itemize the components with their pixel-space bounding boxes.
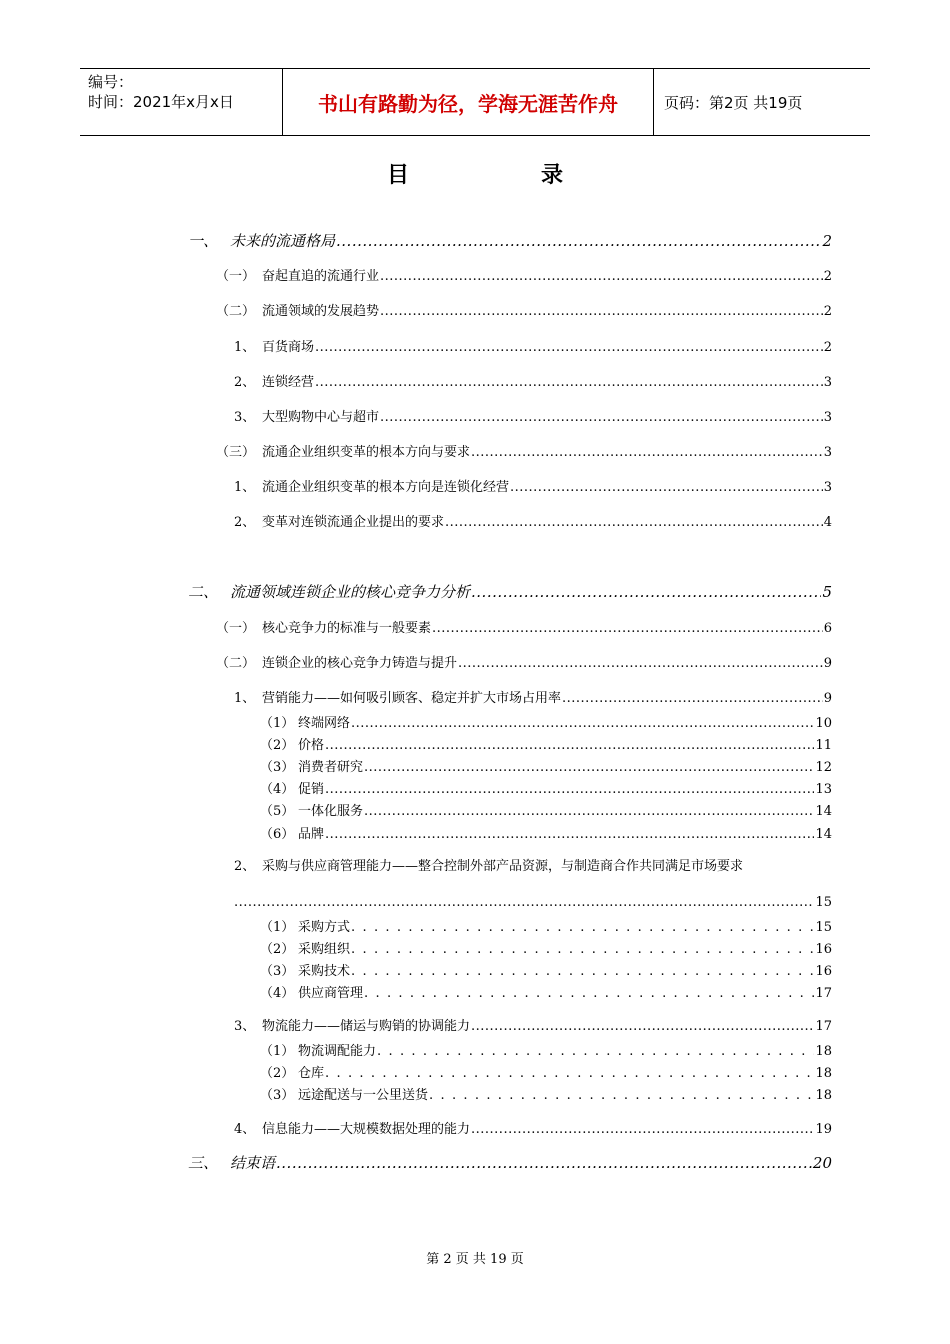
toc-entry-subitem[interactable] — [260, 737, 832, 755]
toc-entry-page: 2 — [823, 304, 832, 319]
toc-entry-page: 16 — [815, 964, 832, 979]
toc-entry-subsection[interactable] — [216, 303, 832, 321]
toc-entry-text: 百货商场 — [262, 340, 315, 355]
toc-entry-number: （2） — [260, 1066, 295, 1081]
toc-entry-number: （3） — [260, 1088, 295, 1103]
toc-entry-page: 20 — [812, 1154, 832, 1172]
toc-entry-text: 流通领域的发展趋势 — [262, 304, 380, 319]
toc-leader-dots — [325, 781, 814, 799]
toc-leader-dots — [380, 303, 823, 321]
toc-entry-subsection[interactable] — [216, 444, 832, 462]
toc-entry-item[interactable] — [234, 409, 832, 427]
toc-entry-number: （4） — [260, 986, 295, 1001]
toc-entry-text: 流通领域连锁企业的核心竞争力分析 — [230, 583, 471, 601]
toc-entry-text: 物流能力——储运与购销的协调能力 — [262, 1019, 471, 1034]
toc-entry-number: （1） — [260, 920, 295, 935]
toc-entry-number: 2、 — [234, 375, 256, 390]
toc-entry-subitem[interactable] — [260, 826, 832, 844]
toc-entry-text: 采购与供应商管理能力——整合控制外部产品资源，与制造商合作共同满足市场要求 — [262, 859, 744, 874]
toc-entry-subitem[interactable] — [260, 781, 832, 799]
toc-leader-dots — [336, 232, 821, 250]
toc-entry-subitem[interactable] — [260, 759, 832, 777]
toc-entry-page: 3 — [823, 480, 832, 495]
toc-entry-subitem[interactable] — [260, 1087, 832, 1105]
toc-entry-subsection[interactable] — [216, 620, 832, 638]
toc-entry-number: （2） — [260, 942, 295, 957]
toc-entry-text: 一体化服务 — [298, 804, 364, 819]
toc-entry-number: （5） — [260, 804, 295, 819]
toc-entry-item[interactable] — [234, 374, 832, 392]
toc-entry-page: 14 — [815, 827, 832, 842]
toc-entry-subsection[interactable] — [216, 268, 832, 286]
toc-entry-number: 1、 — [234, 340, 256, 355]
toc-entry-text: 营销能力——如何吸引顾客、稳定并扩大市场占用率 — [262, 691, 562, 706]
toc-leader-dots — [351, 941, 814, 959]
toc-leader-dots — [471, 583, 821, 601]
toc-entry-page: 17 — [815, 1019, 832, 1034]
toc-leader-dots — [325, 1065, 814, 1083]
toc-title-char-1: 目 — [386, 163, 409, 188]
toc-entry-number: 三、 — [188, 1154, 219, 1172]
header-meta — [80, 69, 283, 135]
toc-entry-text: 终端网络 — [298, 716, 351, 731]
toc-entry-number: （二） — [216, 656, 256, 671]
toc-leader-dots — [364, 759, 814, 777]
toc-entry-subitem[interactable] — [260, 963, 832, 981]
toc-leader-dots — [458, 655, 823, 673]
toc-entry-subitem[interactable] — [260, 941, 832, 959]
toc-entry-subitem[interactable] — [260, 919, 832, 937]
toc-leader-dots — [276, 1154, 812, 1172]
toc-leader-dots — [445, 514, 823, 532]
document-time-label: 时间：2021年x月x日 — [88, 93, 234, 111]
toc-entry-number: （1） — [260, 1044, 295, 1059]
toc-entry-page: 18 — [815, 1044, 832, 1059]
toc-entry-page: 19 — [815, 1122, 832, 1137]
toc-entry-text: 连锁企业的核心竞争力铸造与提升 — [262, 656, 458, 671]
toc-entry-text: 流通企业组织变革的根本方向是连锁化经营 — [262, 480, 510, 495]
toc-leader-dots — [429, 1087, 814, 1105]
toc-leader-dots — [315, 374, 823, 392]
toc-entry-page: 10 — [815, 716, 832, 731]
toc-entry-subitem[interactable] — [260, 715, 832, 733]
toc-entry-number: （2） — [260, 738, 295, 753]
toc-entry-page: 2 — [823, 269, 832, 284]
toc-entry-section-1[interactable] — [188, 232, 832, 250]
toc-entry-text: 大型购物中心与超市 — [262, 410, 380, 425]
toc-entry-number: 3、 — [234, 410, 256, 425]
page-footer: 第 2 页 共 19 页 — [426, 1252, 524, 1267]
toc-entry-page: 17 — [815, 986, 832, 1001]
toc-entry-item[interactable] — [234, 339, 832, 357]
toc-entry-text: 连锁经营 — [262, 375, 315, 390]
toc-entry-page: 15 — [815, 920, 832, 935]
toc-entry-item[interactable] — [234, 1121, 832, 1139]
toc-entry-page: 3 — [823, 375, 832, 390]
toc-entry-text: 变革对连锁流通企业提出的要求 — [262, 515, 445, 530]
toc-entry-subitem[interactable] — [260, 985, 832, 1003]
toc-entry-subitem[interactable] — [260, 1065, 832, 1083]
toc-leader-dots — [377, 1043, 814, 1061]
toc-leader-dots — [364, 803, 814, 821]
toc-entry-text: 核心竞争力的标准与一般要素 — [262, 621, 432, 636]
toc-entry-text: 品牌 — [298, 827, 325, 842]
toc-entry-page: 9 — [823, 656, 832, 671]
toc-entry-text: 远途配送与一公里送货 — [298, 1088, 429, 1103]
toc-entry-page: 12 — [815, 760, 832, 775]
toc-entry-subitem[interactable] — [260, 1043, 832, 1061]
toc-entry-text: 采购方式 — [298, 920, 351, 935]
toc-leader-dots — [351, 919, 814, 937]
toc-entry-number: 3、 — [234, 1019, 256, 1034]
toc-entry-number: （一） — [216, 269, 256, 284]
toc-leader-dots — [471, 444, 823, 462]
toc-entry-number: 2、 — [234, 515, 256, 530]
toc-entry-text: 供应商管理 — [298, 986, 364, 1001]
toc-entry-page: 13 — [815, 782, 832, 797]
toc-entry-subsection[interactable] — [216, 655, 832, 673]
toc-entry-text: 消费者研究 — [298, 760, 364, 775]
toc-entry-section-2[interactable] — [188, 583, 832, 601]
toc-leader-dots — [380, 268, 823, 286]
toc-entry-number: （4） — [260, 782, 295, 797]
toc-entry-item[interactable] — [234, 514, 832, 532]
toc-entry-item[interactable] — [234, 690, 832, 708]
toc-entry-text: 采购组织 — [298, 942, 351, 957]
toc-entry-page: 3 — [823, 445, 832, 460]
toc-leader-dots — [351, 963, 814, 981]
document-number-label: 编号： — [88, 73, 134, 91]
toc-leader-dots — [380, 409, 823, 427]
toc-entry-page: 14 — [815, 804, 832, 819]
toc-entry-number: （3） — [260, 964, 295, 979]
toc-title — [0, 158, 950, 189]
toc-entry-text: 物流调配能力 — [298, 1044, 377, 1059]
toc-leader-dots — [510, 479, 823, 497]
toc-entry-number: 二、 — [188, 583, 219, 601]
toc-entry-text: 结束语 — [230, 1154, 276, 1172]
toc-entry-page: 18 — [815, 1088, 832, 1103]
toc-entry-subitem[interactable] — [260, 803, 832, 821]
header-page-info: 页码：第2页 共19页 — [664, 93, 803, 112]
toc-entry-page: 4 — [823, 515, 832, 530]
toc-entry-page: 11 — [815, 738, 832, 753]
toc-entry-number: （1） — [260, 716, 295, 731]
toc-entry-page: 6 — [823, 621, 832, 636]
toc-entry-number: （3） — [260, 760, 295, 775]
toc-entry-number: 一、 — [188, 232, 219, 250]
page-header — [80, 68, 870, 136]
toc-entry-section-3[interactable] — [188, 1154, 832, 1172]
toc-leader-dots — [315, 339, 823, 357]
toc-leader-dots — [432, 620, 823, 638]
toc-entry-text: 未来的流通格局 — [230, 232, 336, 250]
toc-entry-page: 2 — [823, 340, 832, 355]
toc-entry-number: 1、 — [234, 691, 256, 706]
toc-entry-number: （6） — [260, 827, 295, 842]
toc-entry-number: 1、 — [234, 480, 256, 495]
toc-entry-page: 18 — [815, 1066, 832, 1081]
toc-entry-text: 采购技术 — [298, 964, 351, 979]
toc-entry-number: （二） — [216, 304, 256, 319]
toc-entry-text: 奋起直追的流通行业 — [262, 269, 380, 284]
toc-entry-page: 15 — [815, 895, 832, 910]
toc-leader-dots — [471, 1018, 814, 1036]
toc-entry-page: 3 — [823, 410, 832, 425]
toc-entry-page: 5 — [822, 583, 832, 601]
toc-entry-number: （一） — [216, 621, 256, 636]
toc-leader-dots — [471, 1121, 814, 1139]
toc-entry-number: 4、 — [234, 1122, 256, 1137]
toc-title-char-2: 录 — [541, 163, 564, 188]
toc-entry-text: 信息能力——大规模数据处理的能力 — [262, 1122, 471, 1137]
toc-entry-item[interactable] — [234, 1018, 832, 1036]
toc-entry-text: 仓库 — [298, 1066, 325, 1081]
toc-entry-text: 价格 — [298, 738, 325, 753]
toc-leader-dots — [325, 826, 814, 844]
toc-entry-page: 2 — [822, 232, 832, 250]
toc-leader-dots — [562, 690, 823, 708]
toc-entry-number: （三） — [216, 445, 256, 460]
toc-leader-dots — [351, 715, 814, 733]
header-motto: 书山有路勤为径，学海无涯苦作舟 — [283, 69, 654, 135]
toc-leader-dots — [234, 894, 814, 912]
toc-entry-item-wrapped[interactable] — [234, 858, 832, 910]
toc-entry-page: 9 — [823, 691, 832, 706]
toc-entry-text: 流通企业组织变革的根本方向与要求 — [262, 445, 471, 460]
toc-leader-dots — [364, 985, 814, 1003]
toc-entry-text: 促销 — [298, 782, 325, 797]
toc-entry-page: 16 — [815, 942, 832, 957]
toc-entry-number: 2、 — [234, 859, 256, 874]
toc-entry-item[interactable] — [234, 479, 832, 497]
toc-leader-dots — [325, 737, 814, 755]
